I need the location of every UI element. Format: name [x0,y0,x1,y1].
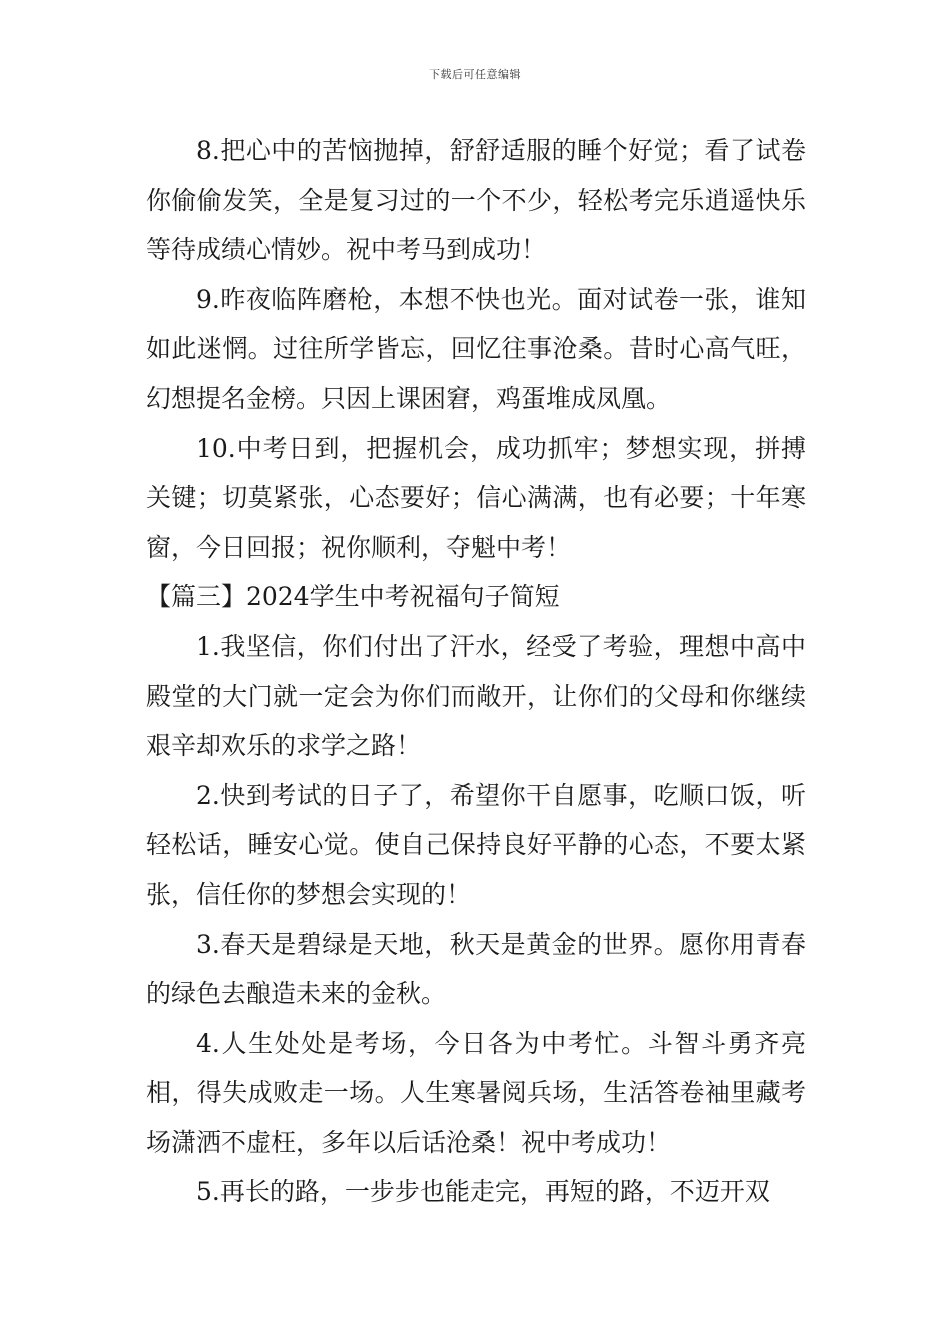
paragraph-item-3: 3.春天是碧绿是天地，秋天是黄金的世界。愿你用青春的绿色去酿造未来的金秋。 [146,929,806,1009]
paragraph-item-9: 9.昨夜临阵磨枪，本想不快也光。面对试卷一张，谁知如此迷惘。过往所学皆忘，回忆往事沧桑。昔时心高气旺，幻想提名金榜。只因上课困窘，鸡蛋堆成凤凰。 [146,284,806,413]
paragraph-item-2: 2.快到考试的日子了，希望你干自愿事，吃顺口饭，听轻松话，睡安心觉。使自己保持良好平静的心态，不要太紧张，信任你的梦想会实现的！ [146,780,806,909]
paragraph-item-1: 1.我坚信，你们付出了汗水，经受了考验，理想中高中殿堂的大门就一定会为你们而敞开，让你们的父母和你继续艰辛却欢乐的求学之路！ [146,631,806,761]
paragraph-item-8: 8.把心中的苦恼抛掉，舒舒适服的睡个好觉；看了试卷你偷偷发笑，全是复习过的一个不少，轻松考完乐逍遥快乐等待成绩心情妙。祝中考马到成功！ [146,136,806,265]
document-body [146,126,806,1217]
paragraph-item-4: 4.人生处处是考场，今日各为中考忙。斗智斗勇齐亮相，得失成败走一场。人生寒暑阅兵场，生活答卷袖里藏考场潇洒不虚枉，多年以后话沧桑！祝中考成功！ [146,1028,806,1157]
page-header: 下载后可任意编辑 [429,68,521,81]
paragraph-item-10: 10.中考日到，把握机会，成功抓牢；梦想实现，拼搏关键；切莫紧张，心态要好；信心满满，也有必要；十年寒窗，今日回报；祝你顺利，夺魁中考！ [146,433,806,562]
paragraph-item-5: 5.再长的路，一步步也能走完，再短的路，不迈开双 [196,1177,770,1207]
section-title: 【篇三】2024学生中考祝福句子简短 [146,582,560,612]
